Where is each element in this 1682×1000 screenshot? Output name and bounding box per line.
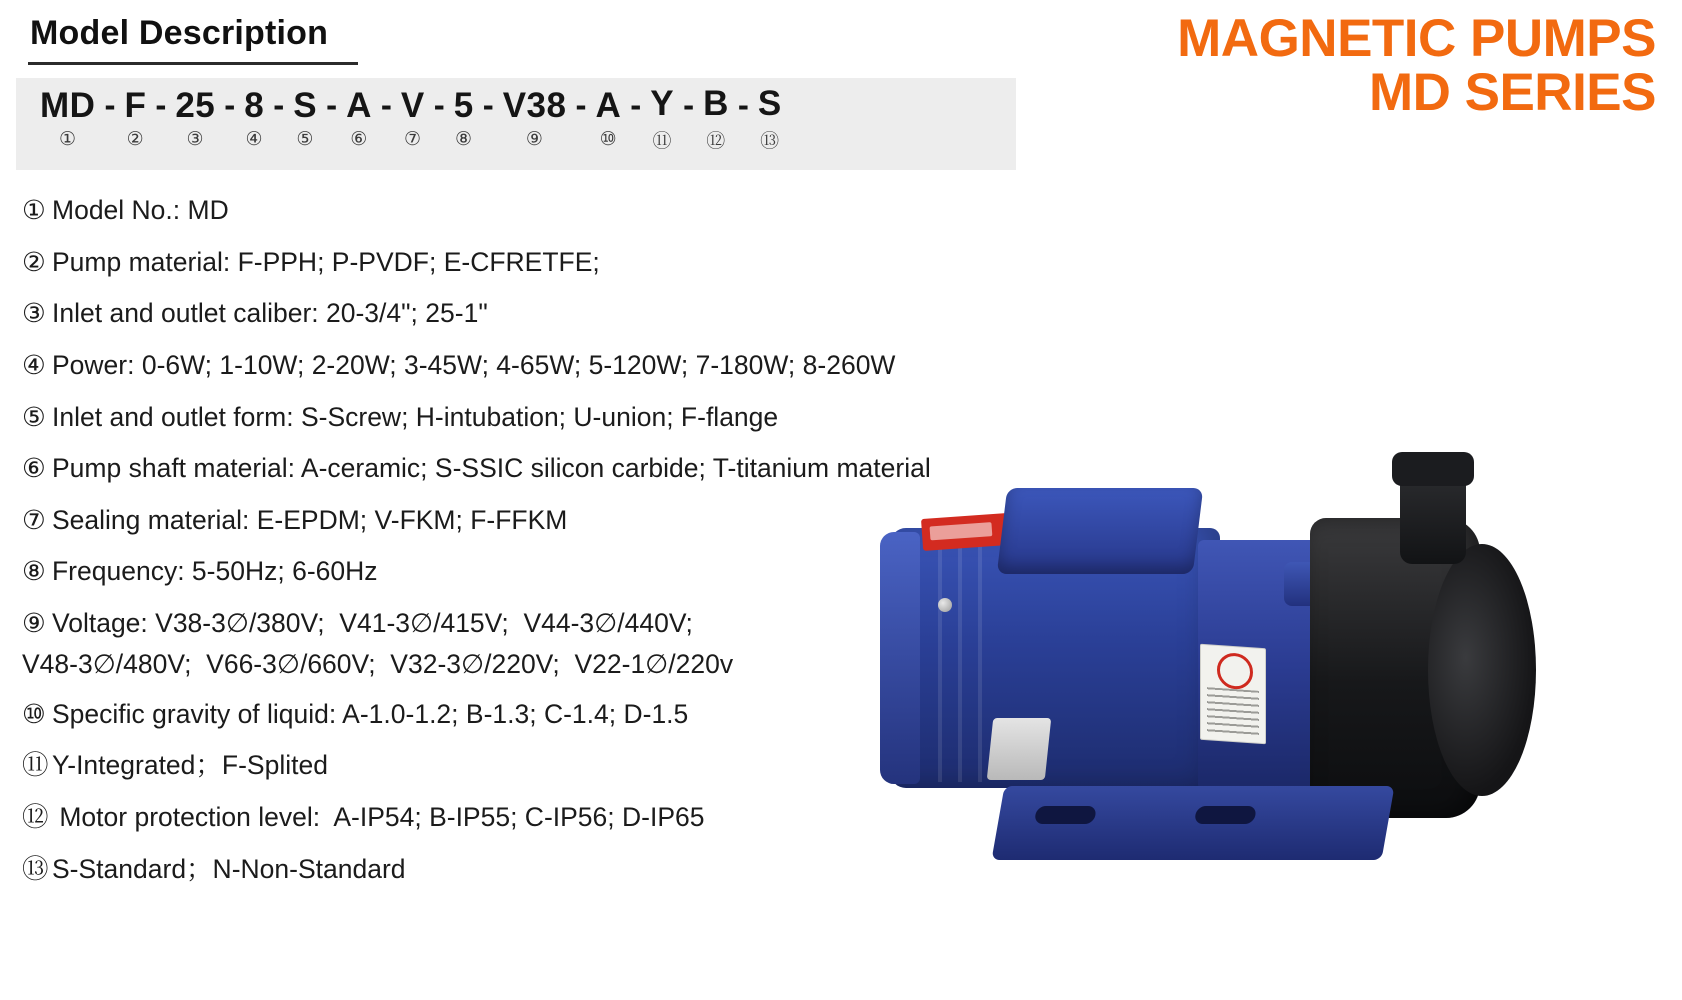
- spec-item-marker: ④: [22, 349, 46, 380]
- spec-item-marker: ②: [22, 246, 46, 277]
- spec-item: [22, 248, 1162, 277]
- mounting-slot: [1034, 806, 1097, 824]
- spec-item-marker: ⑪: [22, 750, 49, 781]
- model-code-separator: -: [104, 86, 116, 123]
- product-image: [880, 470, 1670, 940]
- model-code-index: ⑩: [599, 129, 618, 150]
- spec-item-continuation: V48-3∅/480V; V66-3∅/660V; V32-3∅/220V; V22-1∅/220v: [22, 648, 734, 679]
- warning-sticker: [1200, 644, 1266, 745]
- model-code-separator: -: [380, 86, 392, 123]
- model-code-value: 5: [453, 86, 474, 125]
- spec-item-text: Model No.: MD: [52, 195, 229, 225]
- model-code-separator: -: [630, 86, 642, 123]
- model-code-separator: -: [326, 86, 338, 123]
- brand-label-sticker: [921, 513, 1009, 551]
- model-code-separator: -: [482, 86, 494, 123]
- spec-item: [22, 351, 1162, 380]
- spec-item-text: Inlet and outlet caliber: 20-3/4"; 25-1": [52, 298, 488, 329]
- spec-item-marker: ⑨: [22, 608, 46, 639]
- model-code-separator: -: [273, 86, 285, 123]
- spec-item-marker: ⑥: [22, 453, 46, 484]
- spec-item: [22, 403, 1162, 432]
- model-code-segment: [401, 86, 425, 151]
- mounting-slot: [1194, 806, 1257, 824]
- model-code-separator: -: [737, 86, 749, 123]
- model-code-segment: [346, 86, 372, 151]
- spec-item-marker: ③: [22, 298, 46, 329]
- model-code-value: S: [293, 86, 318, 125]
- spec-item-text: Inlet and outlet form: S-Screw; H-intubation; U-union; F-flange: [52, 401, 779, 432]
- spec-item-text: Frequency: 5-50Hz; 6-60Hz: [52, 556, 378, 587]
- spec-item-marker: ⑦: [22, 504, 46, 535]
- spec-item: [22, 299, 1162, 328]
- model-code-segment: [758, 84, 782, 153]
- spec-item-text: Sealing material: E-EPDM; V-FKM; F-FFKM: [52, 504, 568, 535]
- model-code-value: MD: [40, 86, 96, 125]
- model-code-value: Y: [650, 84, 675, 123]
- model-code-index: ②: [126, 129, 145, 150]
- model-code-value: S: [757, 84, 782, 123]
- model-code-separator: -: [224, 86, 236, 123]
- model-code-value: V: [400, 86, 425, 125]
- mounting-base: [991, 786, 1394, 860]
- motor-fin: [978, 532, 982, 782]
- pump-head-front-cover: [1428, 544, 1536, 796]
- model-code-index: ⑥: [350, 129, 368, 150]
- brand-title-line2: MD SERIES: [1368, 63, 1656, 123]
- model-code-index: ⑫: [706, 131, 726, 152]
- brand-title-line1: MAGNETIC PUMPS: [1177, 9, 1656, 68]
- model-code-value: 25: [175, 86, 216, 125]
- model-code-index: ④: [245, 129, 264, 150]
- page-title: Model Description: [30, 14, 329, 52]
- model-code-strip: [16, 78, 1016, 170]
- cable-gland: [987, 718, 1052, 780]
- model-code-separator: -: [575, 86, 587, 123]
- model-code-separator: -: [155, 86, 167, 123]
- model-code-value: V38: [502, 86, 567, 125]
- model-code-segment: [244, 86, 264, 151]
- title-underline-divider: [28, 62, 358, 65]
- model-code-segment: [124, 86, 146, 151]
- model-code-index: ③: [186, 129, 205, 150]
- motor-fin: [938, 532, 942, 782]
- model-code-value: A: [595, 86, 622, 125]
- model-code-value: B: [703, 84, 729, 123]
- outlet-cap: [1392, 452, 1474, 486]
- sticker-text-lines: [1207, 687, 1259, 737]
- spec-item-marker: ⑬: [22, 853, 49, 884]
- model-code-segment: [40, 86, 95, 151]
- motor-end-cap: [880, 532, 920, 784]
- spec-item-text: Pump material: F-PPH; P-PVDF; E-CFRETFE;: [52, 246, 600, 277]
- model-code-index: ⑦: [404, 129, 422, 150]
- model-code-segment: [293, 86, 317, 151]
- model-code-index: ⑧: [454, 129, 473, 150]
- spec-item-marker: ⑧: [22, 556, 46, 587]
- spec-item-text: Pump shaft material: A-ceramic; S-SSIC silicon carbide; T-titanium material: [52, 453, 931, 484]
- spec-item-text: Power: 0-6W; 1-10W; 2-20W; 3-45W; 4-65W; 5-120W; 7-180W; 8-260W: [52, 349, 896, 380]
- spec-item-text: Voltage: V38-3∅/380V; V41-3∅/415V; V44-3∅/440V;: [52, 608, 693, 639]
- model-code-separator: -: [433, 86, 445, 123]
- spec-item-text: S-Standard；N-Non-Standard: [52, 853, 406, 884]
- model-code-index: ⑤: [296, 129, 314, 150]
- model-code-value: 8: [244, 86, 265, 125]
- model-code-segment: [703, 84, 729, 153]
- brand-title: [1177, 9, 1656, 123]
- model-code-segment: [650, 84, 674, 153]
- spec-item-marker: ①: [22, 195, 46, 225]
- model-code-value: A: [346, 86, 372, 125]
- model-code-segment: [595, 86, 621, 151]
- spec-item-marker: ⑤: [22, 401, 46, 432]
- model-code-index: ⑪: [652, 131, 672, 152]
- model-code-index: ⑬: [760, 131, 780, 152]
- spec-item-text: Motor protection level: A-IP54; B-IP55; C-IP56; D-IP65: [52, 802, 705, 833]
- spec-item: [22, 196, 1162, 225]
- model-code-value: F: [124, 86, 147, 125]
- motor-fin: [958, 532, 962, 782]
- spec-item-marker: ⑫: [22, 802, 49, 833]
- model-code-index: ⑨: [525, 129, 544, 150]
- model-code-segment: [175, 86, 215, 151]
- spec-item-marker: ⑩: [22, 698, 46, 729]
- model-code-index: ①: [58, 129, 77, 150]
- terminal-junction-box: [997, 488, 1204, 574]
- model-code-segment: [454, 86, 474, 151]
- spec-item-text: Y-Integrated；F-Splited: [52, 750, 328, 781]
- model-code-row: [16, 84, 1016, 153]
- no-dry-run-icon: [1217, 652, 1253, 691]
- model-code-segment: [503, 86, 567, 151]
- model-code-separator: -: [683, 86, 695, 123]
- screw-icon: [938, 598, 952, 612]
- spec-item-text: Specific gravity of liquid: A-1.0-1.2; B-1.3; C-1.4; D-1.5: [52, 698, 689, 729]
